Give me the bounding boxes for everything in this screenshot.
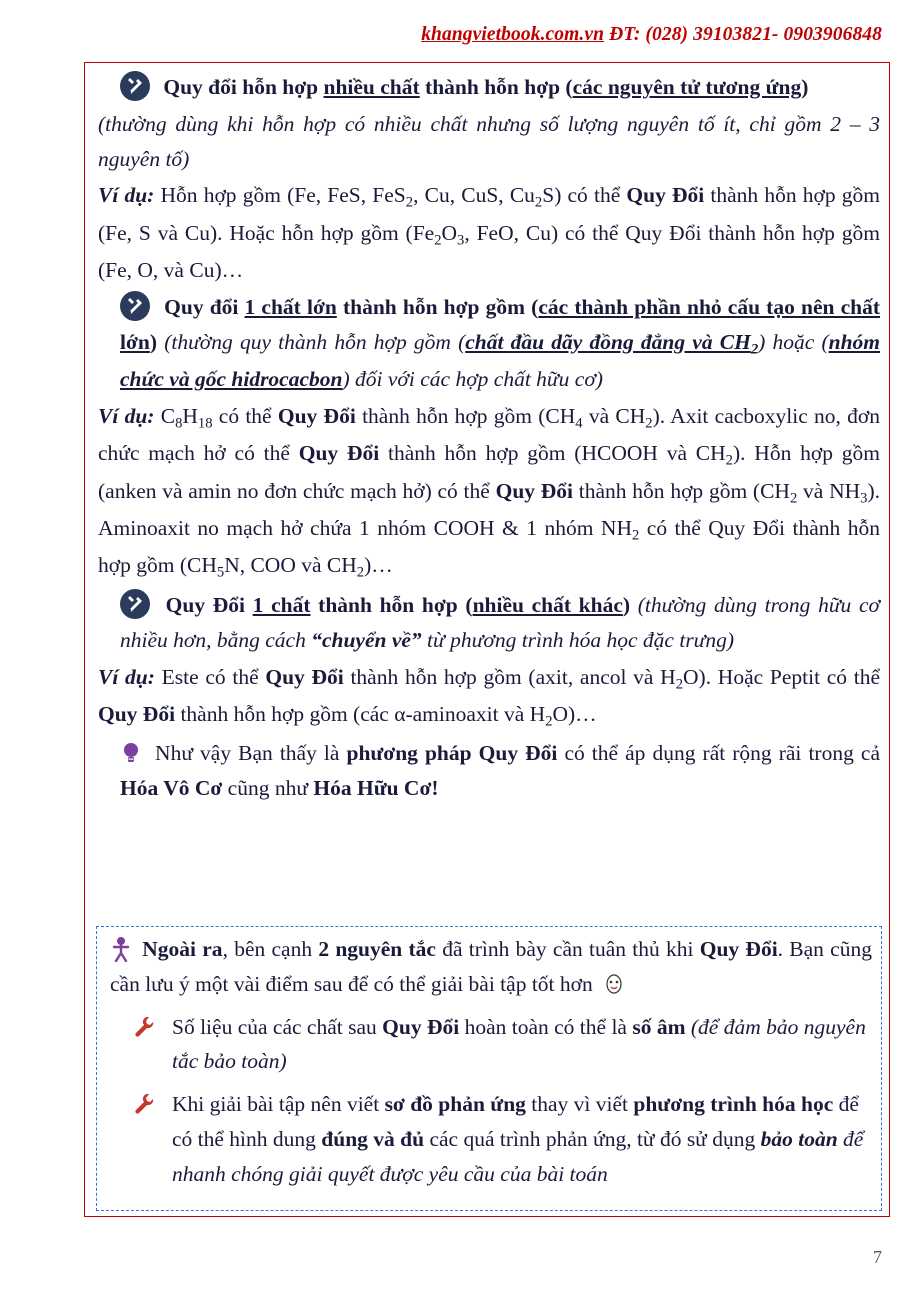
note-box-intro: Ngoài ra, bên cạnh 2 nguyên tắc đã trình bày cần tuân thủ khi Quy Đổi. Bạn cũng cần lưu ý một vài điểm sau để có thể giải bài tập tốt hơn — [110, 937, 872, 996]
tools-icon — [120, 589, 150, 619]
section-2-example: Ví dụ: $C_8H_{18}$ có thể Quy Đổi thành hỗn hợp gồm ($CH_4$ và $CH_2$). Axit cacboxylic no, đơn chức mạch hở có thể Quy Đổi thành hỗn hợp gồm (HCOOH và $CH_2$). Hỗn hợp gồm (anken và amin no đơn chức mạch hở) có thể Quy Đổi thành hỗn hợp gồm ($CH_2$ và $NH_3$). Aminoaxit no mạch hở chứa 1 nhóm COOH & 1 nhóm $NH_2$ có thể Quy Đổi thành hỗn hợp gồm ($CH_5N$, COO và $CH_2)\dots$ — [98, 404, 881, 582]
note-item-2 — [110, 1087, 872, 1191]
smiley-icon — [602, 972, 626, 996]
section-1 — [98, 70, 880, 288]
note-item-1 — [110, 1010, 872, 1080]
section-3-heading: Quy Đổi 1 chất thành hỗn hợp (nhiều chất khác) (thường dùng trong hữu cơ nhiều hơn, bằng cách “chuyển về” từ phương trình hóa học đặc trưng) — [98, 588, 880, 658]
conclusion-text: Như vậy Bạn thấy là phương pháp Quy Đổi có thể áp dụng rất rộng rãi trong cả Hóa Vô Cơ cũng như Hóa Hữu Cơ! — [120, 741, 880, 801]
publisher-phone: ĐT: (028) 39103821- 0903906848 — [609, 24, 882, 45]
document-content — [98, 70, 880, 808]
section-1-note: (thường dùng khi hỗn hợp có nhiều chất nhưng số lượng nguyên tố ít, chỉ gồm 2 – 3 nguyên tố) — [98, 111, 880, 171]
wrench-icon — [132, 1091, 156, 1115]
section-1-example: Ví dụ: Hỗn hợp gồm (Fe, FeS, FeS$_2$, Cu, CuS, $Cu_2S$) có thể Quy Đổi thành hỗn hợp gồm (Fe, S và Cu). Hoặc hỗn hợp gồm ($Fe_2O_3$, FeO, Cu) có thể Quy Đổi thành hỗn hợp gồm (Fe, O, và Cu)… — [98, 183, 881, 283]
note-item-1-text: Số liệu của các chất sau Quy Đổi hoàn toàn có thể là số âm (để đảm bảo nguyên tắc bảo toàn) — [172, 1014, 866, 1074]
note-box — [110, 932, 872, 1192]
section-3 — [98, 588, 880, 734]
section-1-heading: Quy đổi hỗn hợp nhiều chất thành hỗn hợp (các nguyên tử tương ứng) — [98, 70, 880, 105]
tools-icon — [120, 291, 150, 321]
section-2 — [98, 290, 880, 586]
note-item-2-text: Khi giải bài tập nên viết sơ đồ phản ứng thay vì viết phương trình hóa học để có thể hình dung đúng và đủ các quá trình phản ứng, từ đó sử dụng bảo toàn để nhanh chóng giải quyết được yêu cầu của bài toán — [172, 1092, 864, 1186]
person-icon — [110, 936, 132, 962]
page-number: 7 — [873, 1247, 882, 1267]
bulb-icon — [120, 741, 142, 765]
conclusion-block — [98, 736, 880, 806]
tools-icon — [120, 71, 150, 101]
wrench-icon — [132, 1014, 156, 1038]
section-2-heading: Quy đổi 1 chất lớn thành hỗn hợp gồm (các thành phần nhỏ cấu tạo nên chất lớn) (thường quy thành hỗn hợp gồm (chất đầu dãy đồng đẳng và $CH_2$) hoặc (nhóm chức và gốc hidrocacbon) đối với các hợp chất hữu cơ) — [98, 290, 880, 397]
publisher-website: khangvietbook.com.vn — [421, 24, 605, 45]
section-3-example: Ví dụ: Este có thể Quy Đổi thành hỗn hợp gồm (axit, ancol và $H_2O$). Hoặc Peptit có thể Quy Đổi thành hỗn hợp gồm (các α-aminoaxit và $H_2O)\dots$ — [98, 664, 881, 730]
page-header — [0, 24, 922, 46]
